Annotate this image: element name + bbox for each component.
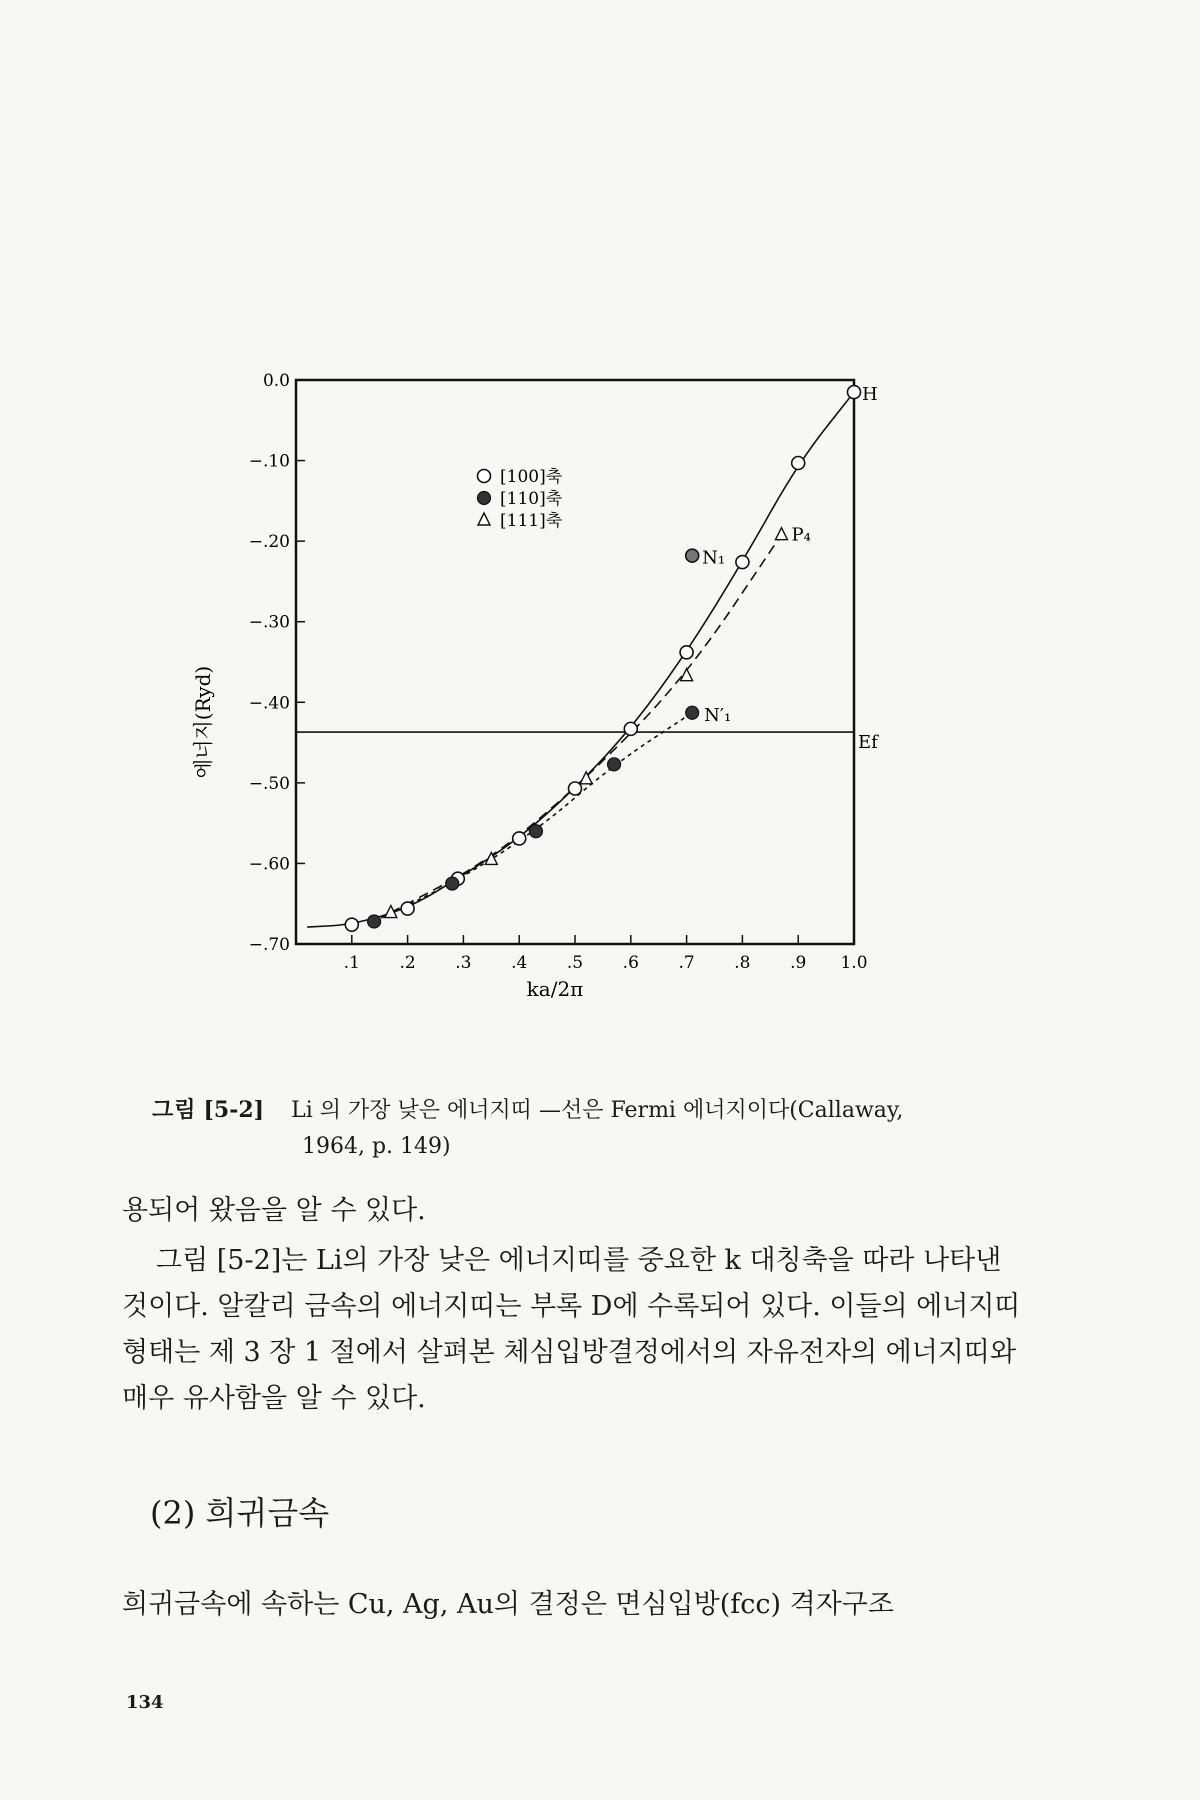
paragraph-1: 용되어 왔음을 알 수 있다. bbox=[122, 1195, 426, 1226]
paragraph-2: 그림 [5-2]는 Li의 가장 낮은 에너지띠를 중요한 k 대칭축을 따라 나타낸 것이다. 알칼리 금속의 에너지띠는 부록 D에 수록되어 있다. 이들의 에너지띠 형태는 제 3 장 1 절에서 살펴본 체심입방결정에서의 자유전자의 에너지띠와 매우 유사함을 알 수 있다. bbox=[122, 1245, 1021, 1414]
data-point-triangle bbox=[775, 528, 787, 540]
data-point-filled-circle bbox=[686, 706, 699, 719]
y-tick-label: −.10 bbox=[248, 451, 290, 472]
x-tick-label: 1.0 bbox=[840, 953, 868, 973]
caption-continuation: 1964, p. 149) bbox=[302, 1134, 451, 1159]
band-structure-chart bbox=[180, 350, 900, 1080]
data-point-open-circle bbox=[848, 386, 861, 399]
x-tick-label: .8 bbox=[734, 953, 751, 973]
x-tick-label: .6 bbox=[622, 953, 639, 973]
data-point-open-circle bbox=[792, 456, 805, 469]
data-point-open-circle bbox=[345, 918, 358, 931]
y-tick-label: 0.0 bbox=[262, 371, 290, 391]
y-tick-label: −.60 bbox=[248, 854, 290, 875]
point-label: N′₁ bbox=[704, 704, 732, 726]
y-tick-label: −.70 bbox=[248, 935, 290, 955]
caption-number: [5-2] bbox=[203, 1097, 265, 1123]
caption-text: Li 의 가장 낮은 에너지띠 —선은 Fermi 에너지이다(Callaway, bbox=[291, 1098, 904, 1123]
data-point-filled-circle bbox=[529, 825, 542, 838]
y-tick-label: −.30 bbox=[248, 612, 290, 633]
figure-caption bbox=[152, 1092, 1032, 1165]
data-point-open-circle bbox=[624, 722, 637, 735]
point-label: H bbox=[862, 384, 878, 406]
data-point-open-circle bbox=[513, 832, 526, 845]
legend-marker bbox=[478, 470, 491, 483]
y-tick-label: −.40 bbox=[248, 693, 290, 714]
x-tick-label: .7 bbox=[678, 953, 695, 973]
series-curve-dotted bbox=[374, 713, 692, 922]
data-point-open-circle bbox=[736, 556, 749, 569]
data-point-filled-circle bbox=[608, 758, 621, 771]
series-curve-solid bbox=[307, 392, 854, 927]
y-axis-label: 에너지(Ryd) bbox=[191, 665, 215, 779]
point-label: P₄ bbox=[791, 524, 811, 546]
legend-label: [111]축 bbox=[500, 511, 563, 531]
caption-label: 그림 bbox=[152, 1097, 197, 1123]
x-tick-label: .5 bbox=[566, 953, 584, 973]
fermi-level-label: Ef bbox=[858, 732, 878, 754]
legend-marker bbox=[478, 492, 491, 505]
plot-frame bbox=[296, 380, 854, 944]
x-axis-label: ka/2π bbox=[526, 977, 584, 1001]
point-label: N₁ bbox=[702, 547, 726, 569]
data-point-open-circle bbox=[680, 646, 693, 659]
y-tick-label: −.20 bbox=[248, 532, 290, 553]
x-tick-label: .3 bbox=[455, 953, 472, 973]
legend-label: [110]축 bbox=[500, 489, 563, 509]
legend-marker bbox=[478, 513, 490, 525]
y-tick-label: −.50 bbox=[248, 773, 290, 794]
data-point-filled-circle bbox=[368, 915, 381, 928]
data-point-open-circle bbox=[401, 902, 414, 915]
x-tick-label: .4 bbox=[511, 953, 528, 973]
data-point-isolated bbox=[686, 549, 699, 562]
data-point-triangle bbox=[681, 669, 693, 681]
x-tick-label: .9 bbox=[790, 953, 807, 973]
x-tick-label: .2 bbox=[399, 953, 416, 973]
data-point-filled-circle bbox=[446, 877, 459, 890]
x-tick-label: .1 bbox=[343, 953, 360, 973]
legend-label: [100]축 bbox=[500, 467, 563, 487]
page-number: 134 bbox=[126, 1692, 164, 1713]
paragraph-3: 희귀금속에 속하는 Cu, Ag, Au의 결정은 면심입방(fcc) 격자구조 bbox=[122, 1589, 894, 1620]
section-heading: (2) 희귀금속 bbox=[150, 1494, 330, 1532]
